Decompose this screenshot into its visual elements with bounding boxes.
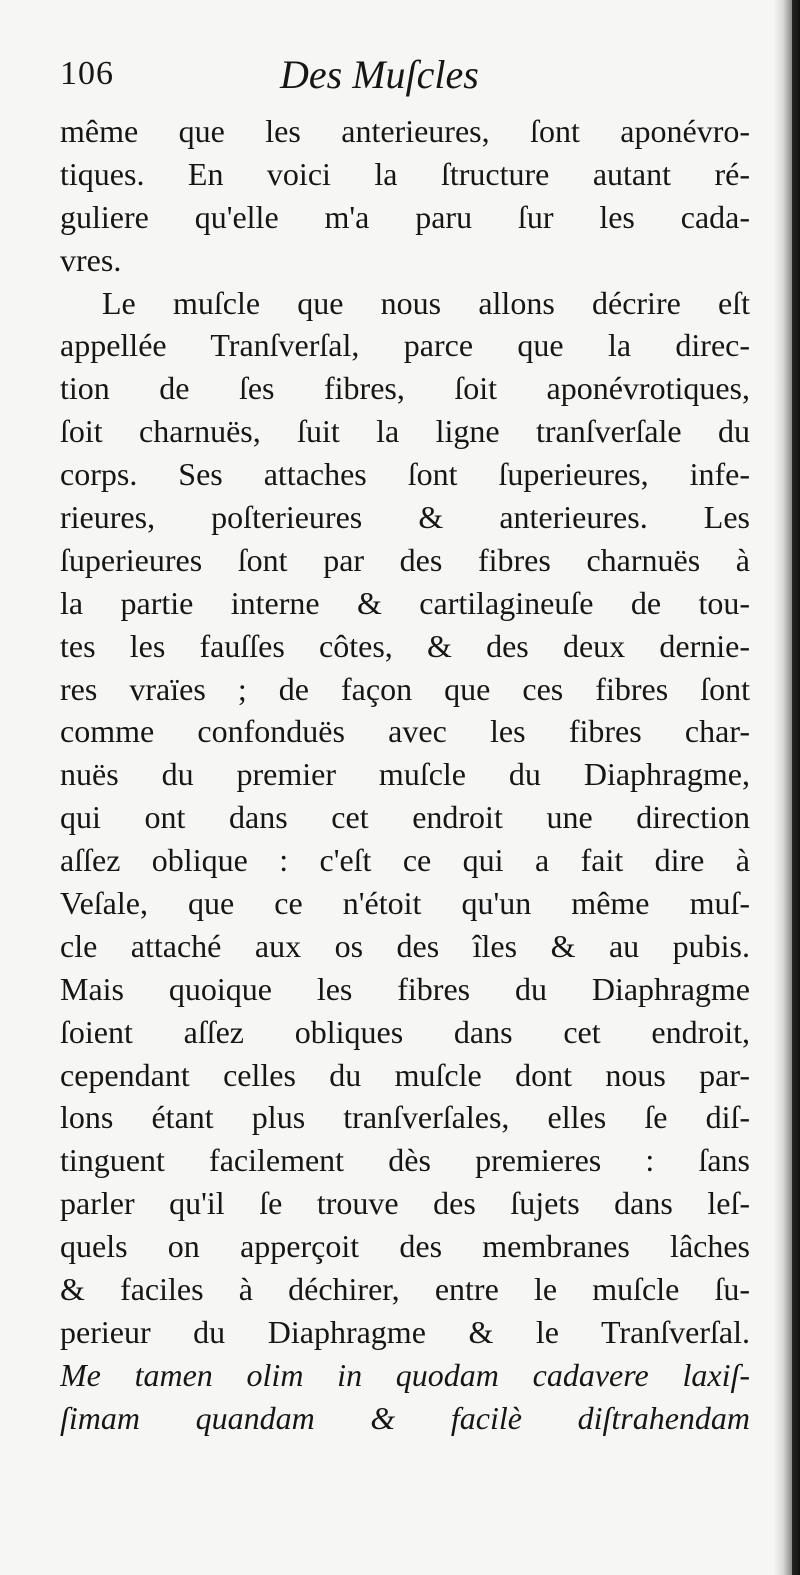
running-title: Des Muſcles bbox=[280, 52, 479, 97]
text-line: Veſale, que ce n'étoit qu'un même muſ- bbox=[60, 885, 750, 922]
text-line: perieur du Diaphragme & le Tranſverſal. bbox=[60, 1313, 750, 1350]
text-line: Me tamen olim in quodam cadavere laxiſ- bbox=[60, 1356, 750, 1393]
text-line: quels on apperçoit des membranes lâches bbox=[60, 1228, 750, 1265]
text-line: la partie interne & cartilagineuſe de tou- bbox=[60, 584, 750, 621]
text-line: ſimam quandam & facilè diſtrahendam bbox=[60, 1399, 750, 1436]
text-line: ſuperieures ſont par des fibres charnuës à bbox=[60, 541, 750, 578]
text-line: tion de ſes fibres, ſoit aponévrotiques, bbox=[60, 370, 750, 407]
text-line: corps. Ses attaches ſont ſuperieures, infe- bbox=[60, 456, 750, 493]
text-line: lons étant plus tranſverſales, elles ſe diſ- bbox=[60, 1099, 750, 1136]
text-line: aſſez oblique : c'eſt ce qui a fait dire à bbox=[60, 842, 750, 879]
text-line: res vraïes ; de façon que ces fibres ſont bbox=[60, 670, 750, 707]
text-line: comme confonduës avec les fibres char- bbox=[60, 713, 750, 750]
text-line: tinguent facilement dès premieres : ſans bbox=[60, 1142, 750, 1179]
page-edge bbox=[792, 0, 800, 1575]
text-line: cependant celles du muſcle dont nous par- bbox=[60, 1056, 750, 1093]
text-line: nuës du premier muſcle du Diaphragme, bbox=[60, 756, 750, 793]
text-line: cle attaché aux os des îles & au pubis. bbox=[60, 927, 750, 964]
text-line: vres. bbox=[60, 241, 122, 278]
text-line: ſoient aſſez obliques dans cet endroit, bbox=[60, 1013, 750, 1050]
text-line: Le muſcle que nous allons décrire eſt bbox=[102, 284, 750, 321]
text-line: tiques. En voici la ſtructure autant ré- bbox=[60, 155, 750, 192]
text-line: Mais quoique les fibres du Diaphragme bbox=[60, 970, 750, 1007]
text-line: même que les anterieures, ſont aponévro- bbox=[60, 113, 750, 149]
text-line: parler qu'il ſe trouve des ſujets dans leſ- bbox=[60, 1185, 750, 1222]
text-line: tes les fauſſes côtes, & des deux dernie- bbox=[60, 627, 750, 664]
text-line: & faciles à déchirer, entre le muſcle ſu- bbox=[60, 1271, 750, 1308]
running-head bbox=[60, 45, 740, 105]
text-line: appellée Tranſverſal, parce que la direc- bbox=[60, 327, 750, 364]
text-line: ſoit charnuës, ſuit la ligne tranſverſale du bbox=[60, 413, 750, 450]
text-line: qui ont dans cet endroit une direction bbox=[60, 799, 750, 836]
text-line: rieures, poſterieures & anterieures. Les bbox=[60, 499, 750, 536]
text-line: guliere qu'elle m'a paru ſur les cada- bbox=[60, 198, 750, 235]
page-number: 106 bbox=[60, 55, 114, 92]
body-text bbox=[60, 110, 750, 1440]
